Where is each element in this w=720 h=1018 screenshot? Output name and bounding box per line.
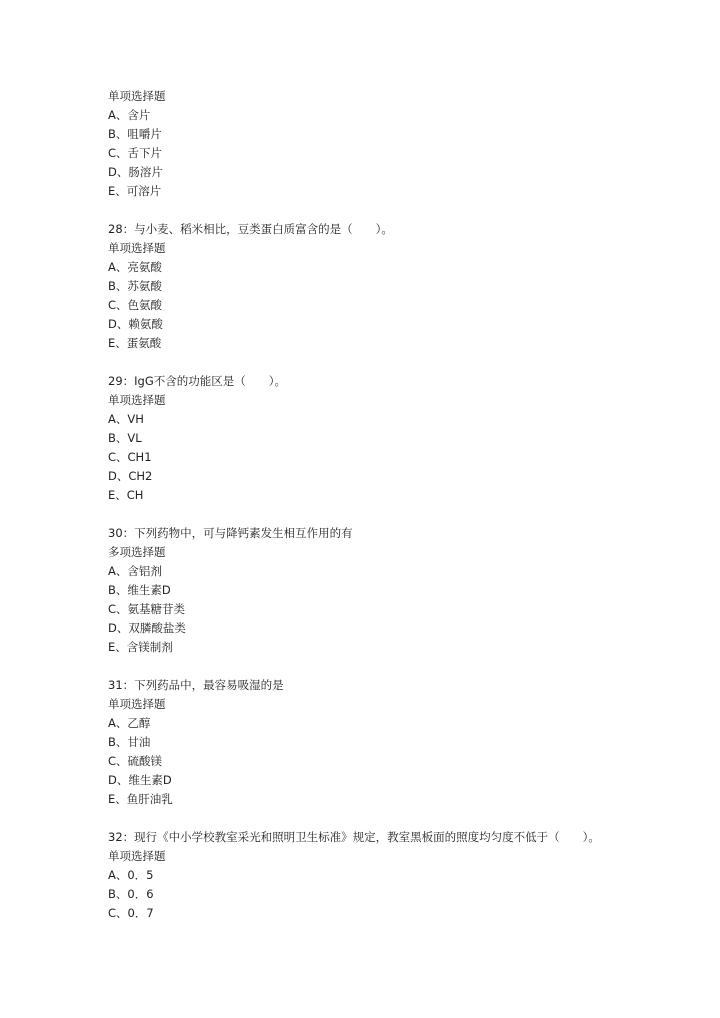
question-32: 32：现行《中小学校教室采光和照明卫生标准》规定，教室黑板面的照度均匀度不低于（ ）。 (108, 830, 600, 844)
spacer (108, 353, 668, 372)
option-e: E、蛋氨酸 (108, 336, 162, 350)
option-a: A、乙醇 (108, 716, 151, 730)
option-a: A、含铝剂 (108, 564, 162, 578)
question-type: 单项选择题 (108, 393, 166, 407)
option-e: E、可溶片 (108, 184, 162, 198)
option-b: B、甘油 (108, 735, 151, 749)
option-c: C、氨基糖苷类 (108, 602, 186, 616)
option-c: C、色氨酸 (108, 298, 163, 312)
option-a: A、亮氨酸 (108, 260, 162, 274)
question-type: 单项选择题 (108, 241, 166, 255)
option-e: E、含镁制剂 (108, 640, 173, 654)
option-b: B、苏氨酸 (108, 279, 162, 293)
option-e: E、鱼肝油乳 (108, 792, 173, 806)
option-d: D、赖氨酸 (108, 317, 163, 331)
option-d: D、维生素D (108, 773, 172, 787)
option-a: A、VH (108, 412, 144, 426)
option-c: C、硫酸镁 (108, 754, 163, 768)
option-d: D、双膦酸盐类 (108, 621, 186, 635)
document-page (108, 87, 668, 923)
question-type: 单项选择题 (108, 697, 166, 711)
question-29: 29：IgG不含的功能区是（ ）。 (108, 374, 286, 388)
spacer (108, 201, 668, 220)
option-a: A、0．5 (108, 868, 154, 882)
option-e: E、CH (108, 488, 144, 502)
spacer (108, 657, 668, 676)
option-c: C、舌下片 (108, 146, 163, 160)
question-28: 28：与小麦、稻米相比，豆类蛋白质富含的是（ ）。 (108, 222, 393, 236)
option-c: C、CH1 (108, 450, 152, 464)
option-d: D、CH2 (108, 469, 153, 483)
question-type: 多项选择题 (108, 545, 166, 559)
question-31: 31：下列药品中，最容易吸湿的是 (108, 678, 284, 692)
option-b: B、0．6 (108, 887, 154, 901)
option-b: B、咀嚼片 (108, 127, 162, 141)
spacer (108, 809, 668, 828)
option-d: D、肠溶片 (108, 165, 163, 179)
question-type: 单项选择题 (108, 849, 166, 863)
option-b: B、VL (108, 431, 142, 445)
option-b: B、维生素D (108, 583, 171, 597)
question-30: 30：下列药物中，可与降钙素发生相互作用的有 (108, 526, 353, 540)
spacer (108, 505, 668, 524)
option-a: A、含片 (108, 108, 151, 122)
option-c: C、0．7 (108, 906, 154, 920)
question-type: 单项选择题 (108, 89, 166, 103)
